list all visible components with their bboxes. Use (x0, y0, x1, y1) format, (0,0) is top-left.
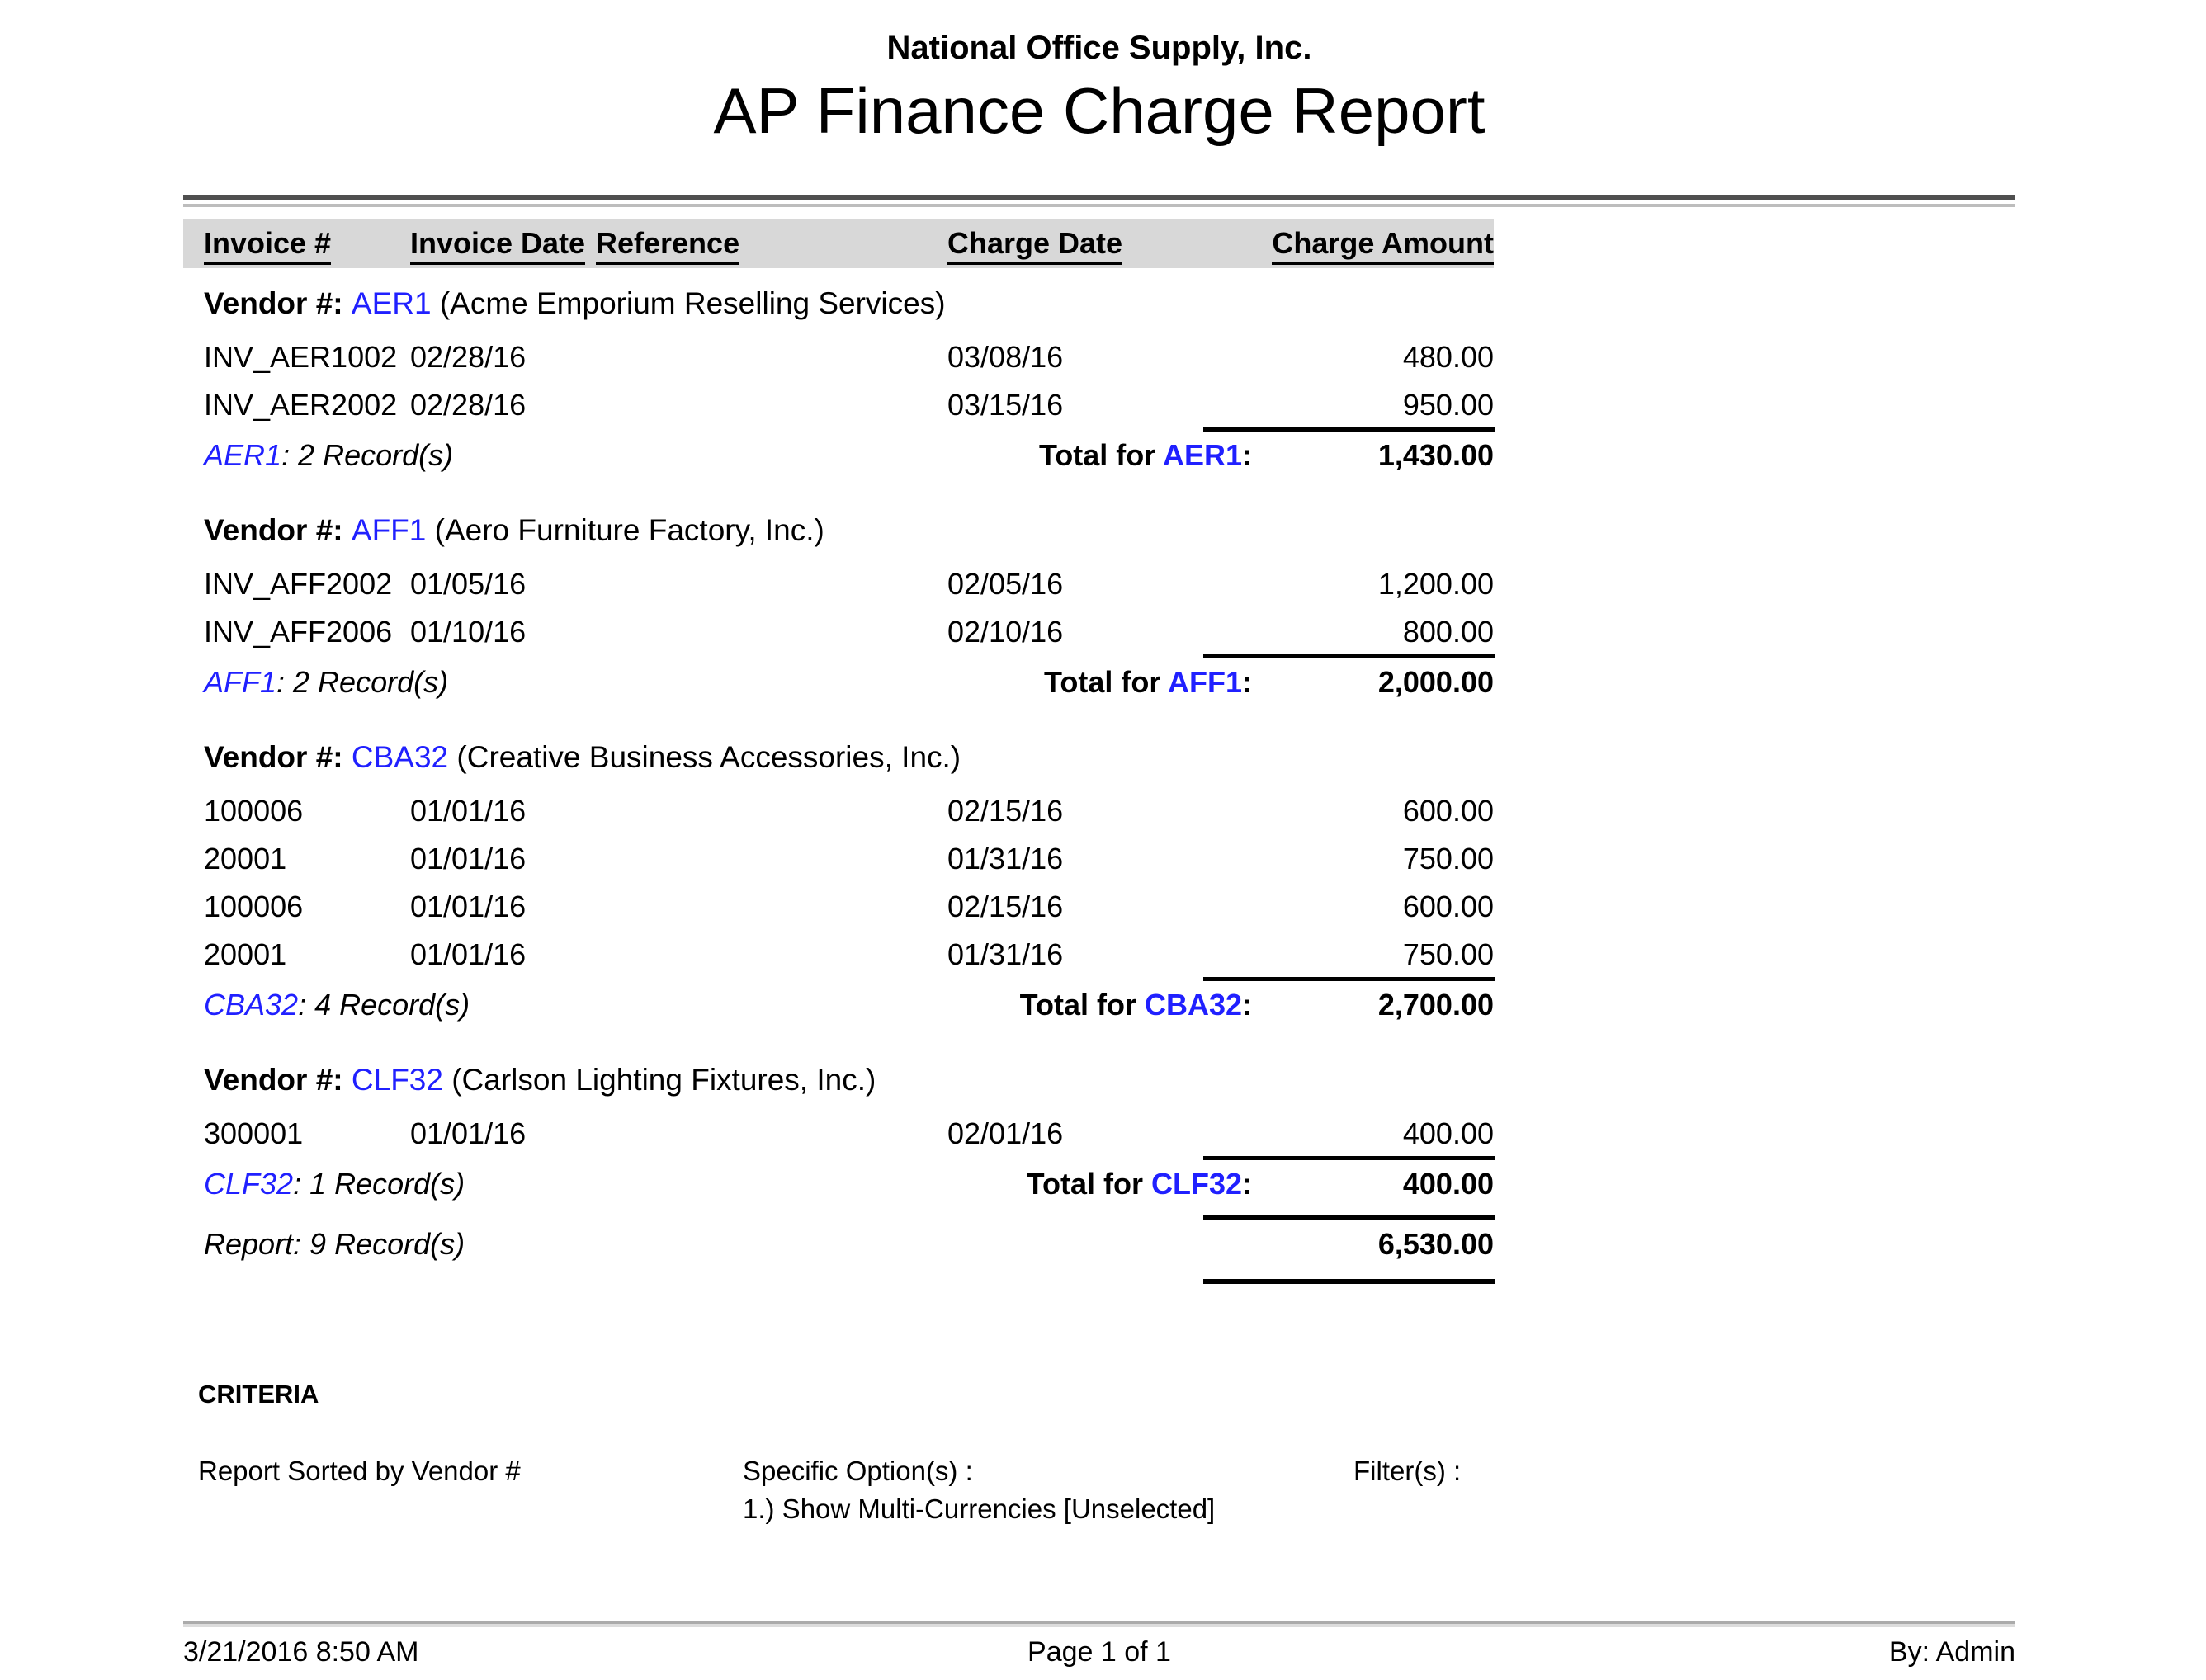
cell-charge-amount: 750.00 (1402, 842, 1494, 875)
cell-charge-amount: 950.00 (1402, 388, 1494, 422)
page-title: AP Finance Charge Report (713, 74, 1486, 147)
cell-reference (596, 566, 947, 602)
cell-charge-amount: 400.00 (1402, 1116, 1494, 1150)
vendor-number-label: Vendor #: (204, 740, 352, 774)
title-divider-dark-line (183, 195, 2015, 200)
total-rule (1203, 1156, 1495, 1160)
cell-invoice-date: 01/05/16 (410, 567, 527, 601)
column-header-charge-date-label[interactable]: Charge Date (947, 226, 1122, 265)
column-header-charge-date[interactable] (947, 226, 1205, 261)
vendor-code-link[interactable]: CLF32 (351, 1063, 443, 1097)
table-header-bar (183, 219, 1494, 268)
report-summary-row (204, 1226, 1494, 1262)
cell-charge-amount: 600.00 (1402, 794, 1494, 828)
vendor-heading (204, 739, 1494, 776)
cell-invoice-number: INV_AFF2002 (204, 567, 393, 601)
cell-invoice-date: 02/28/16 (410, 388, 527, 422)
cell-reference (596, 937, 947, 973)
total-vendor-code: CLF32 (1150, 1167, 1242, 1201)
cell-charge-amount: 480.00 (1402, 340, 1494, 374)
report-total-rule (1203, 1215, 1495, 1220)
vendor-code-link[interactable]: CBA32 (351, 740, 449, 774)
record-count-text: : 2 Record(s) (276, 665, 449, 699)
vendor-group (204, 285, 1494, 474)
cell-invoice-date: 02/28/16 (410, 340, 527, 374)
report-total-amount: 6,530.00 (1377, 1227, 1494, 1261)
cell-charge-date: 02/05/16 (947, 567, 1064, 601)
company-name: National Office Supply, Inc. (886, 30, 1312, 66)
criteria-filters-label: Filter(s) : (1353, 1456, 1462, 1486)
vendor-name: (Creative Business Accessories, Inc.) (456, 740, 961, 774)
total-vendor-code: CBA32 (1144, 988, 1242, 1022)
vendor-group (204, 1061, 1494, 1202)
cell-charge-date: 01/31/16 (947, 842, 1064, 875)
cell-reference (596, 841, 947, 877)
vendor-total-amount: 1,430.00 (1377, 438, 1494, 472)
total-for-text: Total for (1026, 1167, 1151, 1201)
vendor-total-row (204, 1166, 1494, 1202)
vendor-total-row (204, 664, 1494, 701)
vendor-code-link[interactable]: AER1 (351, 286, 432, 320)
cell-reference (596, 614, 947, 650)
total-rule (1203, 977, 1495, 981)
vendor-total-label (1044, 664, 1252, 701)
vendor-code: AFF1 (204, 665, 277, 699)
vendor-record-count (204, 1166, 1027, 1202)
vendor-name: (Carlson Lighting Fixtures, Inc.) (451, 1063, 876, 1097)
record-count-text: : 4 Record(s) (298, 988, 470, 1022)
column-header-reference[interactable] (596, 226, 947, 261)
vendor-group (204, 739, 1494, 1023)
cell-invoice-date: 01/01/16 (410, 1116, 527, 1150)
vendor-record-count (204, 437, 1039, 474)
criteria-specific-options (743, 1452, 1353, 1528)
criteria-specific-option-item: 1.) Show Multi-Currencies [Unselected] (743, 1494, 1216, 1524)
cell-charge-date: 02/15/16 (947, 890, 1064, 923)
cell-invoice-date: 01/01/16 (410, 937, 527, 971)
cell-charge-date: 03/08/16 (947, 340, 1064, 374)
report-body (204, 285, 1494, 1284)
footer-divider (183, 1621, 2015, 1627)
footer-datetime: 3/21/2016 8:50 AM (183, 1636, 419, 1668)
cell-invoice-number: 300001 (204, 1116, 304, 1150)
cell-invoice-date: 01/10/16 (410, 615, 527, 649)
vendor-record-count (204, 987, 1020, 1023)
footer-by-user: By: Admin (1888, 1636, 2015, 1668)
cell-charge-date: 01/31/16 (947, 937, 1064, 971)
column-header-invoice-number[interactable] (204, 226, 410, 261)
column-header-reference-label[interactable]: Reference (596, 226, 739, 265)
column-header-invoice-number-label[interactable]: Invoice # (204, 226, 331, 265)
vendor-rows (204, 566, 1494, 650)
vendor-total-row (204, 437, 1494, 474)
criteria-heading: CRITERIA (198, 1380, 319, 1409)
total-colon: : (1242, 665, 1252, 699)
table-row (204, 614, 1494, 650)
cell-invoice-date: 01/01/16 (410, 890, 527, 923)
cell-invoice-number: 100006 (204, 890, 304, 923)
vendor-code: CBA32 (204, 988, 299, 1022)
footer-divider-light-line (183, 1624, 2015, 1627)
vendor-number-label: Vendor #: (204, 1063, 352, 1097)
cell-charge-amount: 1,200.00 (1377, 567, 1494, 601)
column-header-charge-amount[interactable] (1205, 226, 1494, 261)
total-rule (1203, 654, 1495, 658)
table-row (204, 841, 1494, 877)
vendor-name: (Acme Emporium Reselling Services) (439, 286, 946, 320)
total-colon: : (1242, 988, 1252, 1022)
cell-invoice-number: INV_AER1002 (204, 340, 398, 374)
record-count-text: : 1 Record(s) (293, 1167, 465, 1201)
table-row (204, 339, 1494, 375)
column-header-invoice-date-label[interactable]: Invoice Date (410, 226, 585, 265)
total-colon: : (1242, 438, 1252, 472)
cell-invoice-date: 01/01/16 (410, 794, 527, 828)
title-divider-light-line (183, 204, 2015, 207)
cell-charge-date: 02/01/16 (947, 1116, 1064, 1150)
cell-invoice-number: 20001 (204, 937, 287, 971)
vendor-rows (204, 339, 1494, 423)
cell-charge-amount: 750.00 (1402, 937, 1494, 971)
table-row (204, 387, 1494, 423)
vendor-rows (204, 793, 1494, 973)
cell-charge-date: 03/15/16 (947, 388, 1064, 422)
column-header-invoice-date[interactable] (410, 226, 596, 261)
vendor-heading (204, 285, 1494, 323)
column-header-charge-amount-label[interactable]: Charge Amount (1272, 226, 1494, 265)
criteria-section (198, 1452, 2206, 1528)
footer-page-number: Page 1 of 1 (1027, 1636, 1171, 1668)
vendor-total-label (1039, 437, 1252, 474)
cell-charge-date: 02/10/16 (947, 615, 1064, 649)
vendor-total-label (1027, 1166, 1252, 1202)
vendor-code-link[interactable]: AFF1 (351, 513, 427, 547)
criteria-sorted-by: Report Sorted by Vendor # (198, 1456, 521, 1486)
title-divider (183, 195, 2015, 207)
total-for-text: Total for (1019, 988, 1145, 1022)
criteria-specific-options-label: Specific Option(s) : (743, 1456, 973, 1486)
cell-reference (596, 387, 947, 423)
cell-charge-date: 02/15/16 (947, 794, 1064, 828)
vendor-heading (204, 1061, 1494, 1099)
table-row (204, 937, 1494, 973)
report-record-count: Report: 9 Record(s) (204, 1227, 465, 1261)
cell-reference (596, 339, 947, 375)
total-for-text: Total for (1044, 665, 1168, 699)
report-end-rule (1203, 1279, 1495, 1284)
vendor-name: (Aero Furniture Factory, Inc.) (434, 513, 824, 547)
table-row (204, 889, 1494, 925)
vendor-code: AER1 (204, 438, 282, 472)
vendor-rows (204, 1116, 1494, 1152)
cell-invoice-number: 20001 (204, 842, 287, 875)
total-colon: : (1242, 1167, 1252, 1201)
cell-invoice-number: INV_AER2002 (204, 388, 398, 422)
vendor-total-amount: 400.00 (1402, 1167, 1494, 1201)
footer (183, 1635, 2015, 1668)
vendor-total-amount: 2,000.00 (1377, 665, 1494, 699)
table-row (204, 1116, 1494, 1152)
cell-charge-amount: 800.00 (1402, 615, 1494, 649)
total-rule (1203, 427, 1495, 432)
total-vendor-code: AFF1 (1168, 665, 1242, 699)
vendor-total-amount: 2,700.00 (1377, 988, 1494, 1022)
vendor-heading (204, 512, 1494, 550)
vendor-total-row (204, 987, 1494, 1023)
cell-reference (596, 889, 947, 925)
vendor-total-label (1020, 987, 1252, 1023)
table-row (204, 793, 1494, 829)
cell-reference (596, 793, 947, 829)
vendor-number-label: Vendor #: (204, 513, 352, 547)
cell-invoice-number: INV_AFF2006 (204, 615, 393, 649)
cell-reference (596, 1116, 947, 1152)
cell-invoice-date: 01/01/16 (410, 842, 527, 875)
vendor-number-label: Vendor #: (204, 286, 352, 320)
vendor-group (204, 512, 1494, 701)
record-count-text: : 2 Record(s) (281, 438, 454, 472)
cell-charge-amount: 600.00 (1402, 890, 1494, 923)
vendor-record-count (204, 664, 1044, 701)
table-row (204, 566, 1494, 602)
total-vendor-code: AER1 (1162, 438, 1242, 472)
total-for-text: Total for (1038, 438, 1163, 472)
vendor-code: CLF32 (204, 1167, 294, 1201)
cell-invoice-number: 100006 (204, 794, 304, 828)
